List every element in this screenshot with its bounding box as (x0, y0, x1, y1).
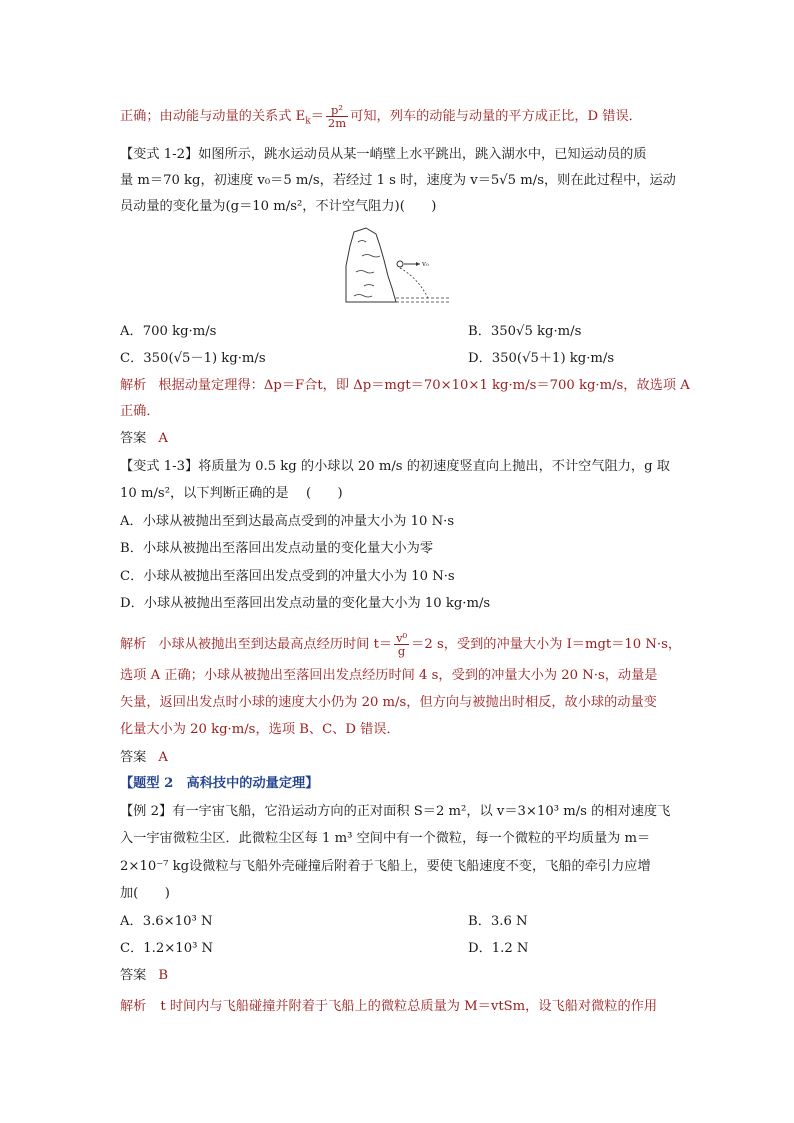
subscript: k (305, 116, 311, 127)
text: 可知，列车的动能与动量的平方成正比，D 错误． (350, 109, 642, 124)
variant-1-2-options-row-2 (120, 349, 615, 369)
example-2-explanation-line-1 (120, 997, 657, 1017)
text: 将质量为 0.5 kg 的小球以 20 m/s 的初速度竖直向上抛出，不计空气阻力，g 取 (198, 459, 670, 474)
fraction-v0-over-g (394, 632, 409, 657)
variant-1-2-line-1 (120, 145, 647, 165)
explanation-label: 解析 (120, 378, 147, 393)
question-tag: 【变式 1-2】 (120, 147, 199, 162)
fraction-numerator: p² (326, 104, 348, 117)
option-d: D．1.2 N (468, 941, 529, 956)
text: 如图所示，跳水运动员从某一峭壁上水平跳出，跳入湖水中，已知运动员的质 (198, 147, 647, 162)
example-2-line-3: 2×10⁻⁷ kg设微粒与飞船外壳碰撞后附着于飞船上，要使飞船速度不变，飞船的牵引力应增 (120, 859, 651, 874)
example-2-answer (120, 966, 168, 986)
variant-1-3-line-2: 10 m/s²，以下判断正确的是 ( ) (120, 486, 343, 501)
question-tag: 【例 2】 (120, 804, 173, 819)
variant-1-3-option-c: C．小球从被抛出至落回出发点受到的冲量大小为 10 N·s (120, 569, 455, 584)
option-b: B．350√5 kg·m/s (468, 324, 582, 339)
prev-explanation-line (120, 104, 642, 132)
option-a: A．700 kg·m/s (120, 324, 217, 339)
variant-1-3-answer (120, 748, 168, 768)
variant-1-3-explanation-line-1 (120, 632, 681, 657)
variant-1-2-line-2: 量 m＝70 kg，初速度 v₀＝5 m/s，若经过 1 s 时，速度为 v＝5√5 m/s，则在此过程中，运动 (120, 173, 676, 188)
text: 正确；由动能与动量的关系式 E (120, 109, 306, 124)
option-c: C．1.2×10³ N (120, 941, 214, 956)
variant-1-3-explanation-line-4: 化量大小为 20 kg·m/s，选项 B、C、D 错误． (120, 722, 400, 737)
variant-1-2-explanation-line-2: 正确． (120, 404, 160, 419)
variant-1-2-options-row-1 (120, 322, 582, 342)
variant-1-3-option-d: D．小球从被抛出至落回出发点动量的变化量大小为 10 kg·m/s (120, 596, 491, 611)
answer-label: 答案 (120, 750, 147, 765)
example-2-line-2: 入一宇宙微粒尘区．此微粒尘区每 1 m³ 空间中有一个微粒，每一个微粒的平均质量为 m＝ (120, 831, 651, 846)
fraction-p2-over-2m (326, 104, 348, 129)
section-heading: 【题型 2 高科技中的动量定理】 (120, 776, 319, 791)
example-2-line-1 (120, 802, 670, 822)
text: ＝2 s，受到的冲量大小为 I＝mgt＝10 N·s， (411, 637, 682, 652)
explanation-label: 解析 (120, 999, 147, 1014)
fraction-denominator: g (397, 644, 406, 658)
answer-value: B (158, 968, 169, 983)
question-tag: 【变式 1-3】 (120, 459, 199, 474)
variant-1-3-explanation-line-2: 选项 A 正确；小球从被抛出至落回出发点经历时间 4 s，受到的冲量大小为 20 N·s，动量是 (120, 668, 658, 683)
option-a: A．3.6×10³ N (120, 914, 213, 929)
fraction-denominator: 2m (327, 116, 347, 130)
variant-1-3-option-b: B．小球从被抛出至落回出发点动量的变化量大小为零 (120, 541, 434, 556)
answer-label: 答案 (120, 431, 147, 446)
variant-1-2-line-3: 员动量的变化量为(g＝10 m/s²，不计空气阻力)( ) (120, 199, 437, 214)
answer-value: A (158, 431, 168, 446)
option-d: D．350(√5＋1) kg·m/s (468, 351, 615, 366)
text: 有一宇宙飞船，它沿运动方向的正对面积 S＝2 m²，以 v＝3×10³ m/s 的相对速度飞 (172, 804, 671, 819)
text: 根据动量定理得：Δp＝F合t，即 Δp＝mgt＝70×10×1 kg·m/s＝700 kg·m/s，故选项 A (158, 378, 690, 393)
text: t 时间内与飞船碰撞并附着于飞船上的微粒总质量为 M＝vtSm，设飞船对微粒的作用 (160, 999, 658, 1014)
example-2-line-4: 加( ) (120, 886, 170, 901)
fraction-numerator: v⁰ (396, 631, 408, 645)
option-c: C．350(√5－1) kg·m/s (120, 351, 266, 366)
example-2-options-row-1 (120, 912, 528, 932)
answer-value: A (158, 750, 168, 765)
variant-1-2-explanation-line-1 (120, 376, 690, 396)
text: 小球从被抛出至到达最高点经历时间 t＝ (158, 637, 393, 652)
variant-1-3-explanation-line-3: 矢量，返回出发点时小球的速度大小仍为 20 m/s，但方向与被抛出时相反，故小球的动量变 (120, 695, 657, 710)
option-b: B．3.6 N (468, 914, 528, 929)
explanation-label: 解析 (120, 637, 147, 652)
variant-1-2-answer (120, 429, 168, 449)
example-2-options-row-2 (120, 939, 529, 959)
cliff-diver-figure (338, 226, 460, 310)
variant-1-3-line-1 (120, 457, 670, 477)
variant-1-3-option-a: A．小球从被抛出至到达最高点受到的冲量大小为 10 N·s (120, 514, 455, 529)
text: ＝ (310, 109, 324, 124)
answer-label: 答案 (120, 968, 147, 983)
v0-label: v₀ (422, 260, 429, 268)
